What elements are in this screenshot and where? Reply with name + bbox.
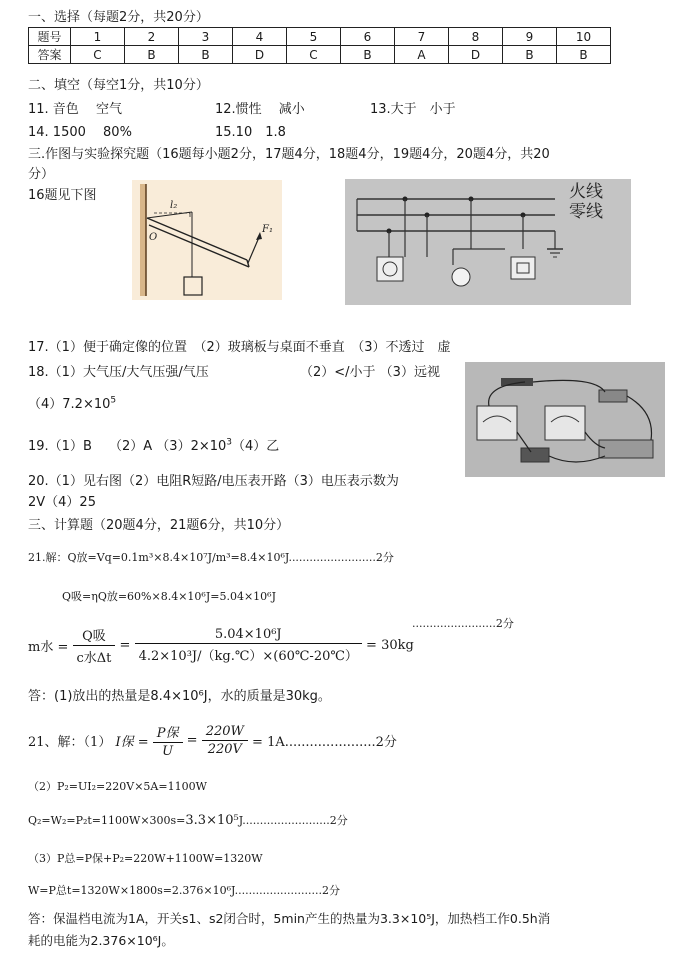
calc2-line2: （2）P₂=UI₂=220V×5A=1100W [28, 780, 207, 793]
answer-q18-part4 [28, 393, 116, 412]
section3-title: 三.作图与实验探究题（16题每小题2分，17题4分，18题4分，19题4分，20题4分，共20 [28, 147, 550, 162]
q19-text: 19.（1）B （2）A （3）2×10 [28, 439, 227, 454]
answer-q12: 12.惯性 减小 [215, 102, 305, 117]
table-cell: 9 [503, 28, 557, 46]
table-cell: 10 [557, 28, 611, 46]
answer-q18-part1: 18.（1）大气压/大气压强/气压 [28, 365, 209, 380]
lever-figure [132, 180, 282, 300]
calc1-frac1-den: c水Δt [76, 651, 112, 666]
table-cell: B [179, 46, 233, 64]
q18-part4-text: （4）7.2×10 [28, 397, 111, 412]
table-cell: C [71, 46, 125, 64]
fire-line-label: 火线 [569, 182, 603, 202]
calc2-result: = 1A......................2分 [252, 735, 397, 750]
table-cell: B [125, 46, 179, 64]
table-cell: A [395, 46, 449, 64]
table-row [29, 46, 611, 64]
answer-q16: 16题见下图 [28, 188, 97, 203]
zero-line-label: 零线 [569, 202, 603, 222]
table-cell: 6 [341, 28, 395, 46]
calc1-formula: m水 = $\frac{\text{Q吸}}{\text{c水Δt}}$ = $\frac{\text{5.04×10⁶J}}{\text{4.2×10³J/（kg.℃）×(60℃-20℃）}}$ = 30kg [28, 627, 414, 666]
table-cell: C [287, 46, 341, 64]
label-o: O [149, 232, 158, 243]
table-row [29, 28, 611, 46]
section1-title: 一、选择（每题2分，共20分） [28, 10, 209, 25]
table-cell: B [557, 46, 611, 64]
calc1-line2: Q吸=ηQ放=60%×8.4×10⁶J=5.04×10⁶J [62, 590, 276, 603]
section3-title-cont: 分） [28, 167, 55, 182]
calc1-frac2-num: 5.04×10⁶J [135, 627, 362, 644]
calc1-fraction2 [135, 627, 362, 664]
table-cell: 8 [449, 28, 503, 46]
calc1-fraction1 [73, 625, 116, 666]
calc2-line3-b: 3.3×10⁵ [185, 813, 239, 828]
calc2-line3 [28, 812, 348, 828]
final-answer-line1: 答：保温档电流为1A，开关s1、s2闭合时，5min产生的热量为3.3×10⁵J，加热档工作0.5h消 [28, 911, 551, 926]
calc2-prefix: 21、解：（1） [28, 735, 112, 750]
table-header-cell: 题号 [29, 28, 71, 46]
label-f1: F₁ [262, 224, 273, 235]
answer-q18-part2: （2）</小于 （3）远视 [300, 365, 440, 380]
calc2-frac2-num: 220W [202, 724, 248, 741]
calc2-frac1-num: P保 [153, 722, 183, 743]
calc1-result: = 30kg [366, 638, 414, 653]
circuit-diagram [345, 179, 631, 305]
q19-suffix: （4）乙 [232, 439, 280, 454]
calc2-fraction2 [202, 724, 248, 757]
table-cell: 2 [125, 28, 179, 46]
calc2-line5: W=P总t=1320W×1800s=2.376×10⁶J.........................2分 [28, 884, 341, 897]
table-cell: 4 [233, 28, 287, 46]
calc1-line1: 21.解：Q放=Vq=0.1m³×8.4×10⁷J/m³=8.4×10⁶J.........................2分 [28, 551, 394, 564]
calc2-line4: （3）P总=P保+P₂=220W+1100W=1320W [28, 852, 263, 865]
calc2-frac1-den: U [162, 744, 174, 759]
calc2-line3-c: J.........................2分 [238, 814, 348, 827]
table-cell: 3 [179, 28, 233, 46]
table-cell: 7 [395, 28, 449, 46]
q19-exponent: 3 [226, 437, 233, 448]
final-answer-line2: 耗的电能为2.376×10⁶J。 [28, 933, 174, 948]
answer-table [28, 27, 611, 64]
table-cell: 5 [287, 28, 341, 46]
calc2-frac2-den: 220V [207, 742, 242, 757]
lever-diagram [132, 180, 282, 300]
table-cell: D [233, 46, 287, 64]
calc1-score: ........................2分 [412, 617, 514, 630]
answer-q15: 15.10 1.8 [215, 125, 286, 140]
calc2-line3-a: Q₂=W₂=P₂t=1100W×300s= [28, 814, 186, 827]
calc1-mass-label: m水 = [28, 640, 69, 655]
circuit-figure [345, 179, 631, 305]
answer-q20-line2: 2V（4）25 [28, 495, 96, 510]
answer-q20-line1: 20.（1）见右图（2）电阻R短路/电压表开路（3）电压表示数为 [28, 474, 399, 489]
table-cell: D [449, 46, 503, 64]
table-cell: B [341, 46, 395, 64]
answer-q17: 17.（1）便于确定像的位置 （2）玻璃板与桌面不垂直 （3）不透过 虚 [28, 340, 451, 355]
answer-q19 [28, 435, 279, 454]
calc2-formula: 21、解：（1） I保 = $\frac{\text{P保}}{U}$ = $\frac{220W}{220V}$ = 1A......................2分 [28, 724, 397, 759]
section2-title: 二、填空（每空1分，共10分） [28, 78, 209, 93]
calc2-fraction1 [153, 722, 183, 759]
answer-q14: 14. 1500 80% [28, 125, 132, 140]
answer-q13: 13.大于 小于 [370, 102, 456, 117]
apparatus-figure [465, 362, 665, 477]
answer-q11: 11. 音色 空气 [28, 102, 122, 117]
table-cell: 1 [71, 28, 125, 46]
section4-title: 三、计算题（20题4分，21题6分，共10分） [28, 518, 290, 533]
calc1-frac2-den: 4.2×10³J/（kg.℃）×(60℃-20℃） [138, 649, 358, 664]
table-header-cell: 答案 [29, 46, 71, 64]
calc2-current-label: I保 = [115, 735, 149, 750]
calc1-frac1-num: Q吸 [73, 625, 116, 646]
q18-part4-exponent: 5 [110, 395, 117, 406]
circuit-photo [465, 362, 665, 477]
label-l2: l₂ [170, 200, 178, 211]
calc1-answer: 答：(1)放出的热量是8.4×10⁶J，水的质量是30kg。 [28, 689, 331, 704]
table-cell: B [503, 46, 557, 64]
